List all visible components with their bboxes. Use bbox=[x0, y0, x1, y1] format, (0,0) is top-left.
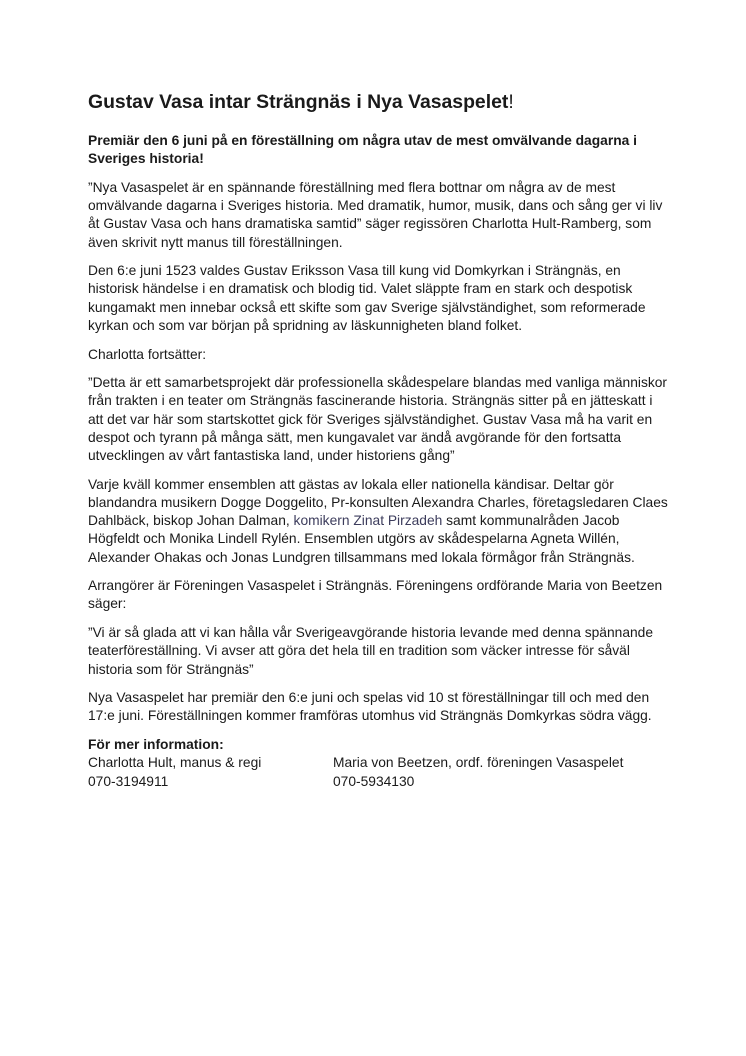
press-release bbox=[88, 90, 668, 791]
guests-text-start: Varje kväll kommer ensemblen att gästas av lokala eller nationella kändisar. Deltar gör blandandra musikern Dogge Doggelito, Pr-konsulten Alexandra Charles, företagsledaren Claes Dahlbäck, biskop Johan Dalman, bbox=[88, 476, 668, 529]
contact-phone: 070-5934130 bbox=[333, 773, 415, 789]
paragraph-quote-director: ”Nya Vasaspelet är en spännande föreställning med flera bottnar om några av de mest omvälvande dagarna i Sveriges historia. Med dramatik, humor, musik, dans och sång ger vi liv åt Gustav Vasa och hans dramatiska samtid” säger regissören Charlotta Hult-Ramberg, som även skrivit nytt manus till föreställningen. bbox=[88, 179, 663, 250]
paragraph-guests bbox=[88, 476, 668, 567]
contact-name: Maria von Beetzen, ordf. föreningen Vasaspelet bbox=[333, 755, 624, 771]
guests-highlight: komikern Zinat Pirzadeh bbox=[293, 513, 443, 529]
paragraph-continues: Charlotta fortsätter: bbox=[88, 346, 207, 362]
paragraph-history: Den 6:e juni 1523 valdes Gustav Eriksson Vasa till kung vid Domkyrkan i Strängnäs, en historisk händelse i en dramatisk och blodig tid. Valet släppte fram en stark och despotisk kungamakt men innebar också ett skifte som gav Sverige självständighet, som reformerade kyrkan och som var början på spridning av läskunnigheten bland folket. bbox=[88, 263, 646, 333]
contact-maria bbox=[333, 754, 624, 790]
page-title bbox=[88, 90, 668, 114]
contact-name: Charlotta Hult, manus & regi bbox=[88, 755, 262, 771]
guests-text-end: samt kommunalråden Jacob Högfeldt och Monika Lindell Rylén. Ensemblen utgörs av skådespelarna Agneta Willén, Alexander Ohakas och Jonas Lundgren tillsammans med lokala förmågor från Strängnäs. bbox=[88, 513, 635, 565]
paragraph-organizers: Arrangörer är Föreningen Vasaspelet i Strängnäs. Föreningens ordförande Maria von Beetzen säger: bbox=[88, 578, 663, 612]
title-exclamation: ! bbox=[508, 91, 514, 113]
lead-paragraph: Premiär den 6 juni på en föreställning om några utav de mest omvälvande dagarna i Sveriges historia! bbox=[88, 133, 637, 167]
contact-phone: 070-3194911 bbox=[88, 773, 169, 789]
contacts bbox=[88, 754, 668, 790]
contact-charlotta bbox=[88, 754, 333, 790]
contacts-heading: För mer information: bbox=[88, 737, 224, 753]
paragraph-quote-chair: ”Vi är så glada att vi kan hålla vår Sverigeavgörande historia levande med denna spännande teaterföreställning. Vi avser att göra det hela till en tradition som väcker intresse för såväl historia som för Strängnäs” bbox=[88, 625, 654, 677]
paragraph-premiere: Nya Vasaspelet har premiär den 6:e juni och spelas vid 10 st föreställningar till och med den 17:e juni. Föreställningen kommer framföras utomhus vid Strängnäs Domkyrkas södra vägg. bbox=[88, 690, 652, 724]
title-text: Gustav Vasa intar Strängnäs i Nya Vasaspelet bbox=[88, 91, 509, 113]
paragraph-quote-collaboration: ”Detta är ett samarbetsprojekt där professionella skådespelare blandas med vanliga människor från trakten i en teater om Strängnäs fascinerande historia. Strängnäs sitter på en jätteskatt i att det var här som startskottet gick för Sveriges självständighet. Gustav Vasa må ha varit en despot och tyrann på många sätt, men kungavalet var ändå avgörande för den fortsatta utvecklingen av vårt fantastiska land, under historiens gång” bbox=[88, 375, 668, 464]
